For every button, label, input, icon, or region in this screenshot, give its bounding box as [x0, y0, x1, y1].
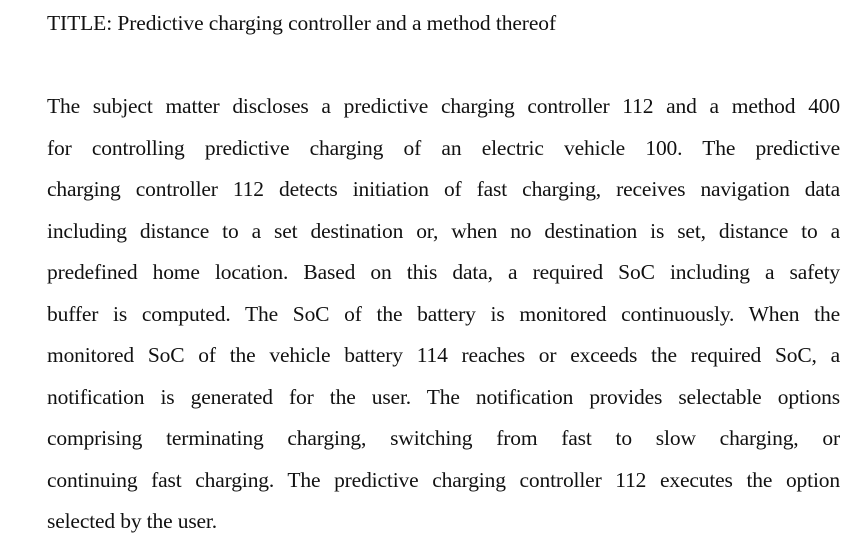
abstract-line-last: selected by the user. [47, 509, 217, 533]
abstract-line: including distance to a set destination or, when no destination is set, distance to a [47, 218, 840, 243]
abstract-line: for controlling predictive charging of an electric vehicle 100. The predictive [47, 135, 840, 160]
abstract-paragraph [47, 91, 840, 548]
abstract-line: predefined home location. Based on this data, a required SoC including a safety [47, 260, 840, 284]
abstract-line: continuing fast charging. The predictive charging controller 112 executes the option [47, 467, 840, 492]
abstract-line: charging controller 112 detects initiation of fast charging, receives navigation data [47, 177, 840, 201]
abstract-line: comprising terminating charging, switching from fast to slow charging, or [47, 426, 840, 450]
abstract-line: notification is generated for the user. The notification provides selectable options [47, 384, 840, 409]
abstract-line: buffer is computed. The SoC of the battery is monitored continuously. When the [47, 301, 840, 326]
abstract-line: The subject matter discloses a predictive charging controller 112 and a method 400 [47, 94, 840, 118]
document-title: TITLE: Predictive charging controller and a method thereof [47, 11, 557, 35]
abstract-line: monitored SoC of the vehicle battery 114 reaches or exceeds the required SoC, a [47, 343, 840, 367]
